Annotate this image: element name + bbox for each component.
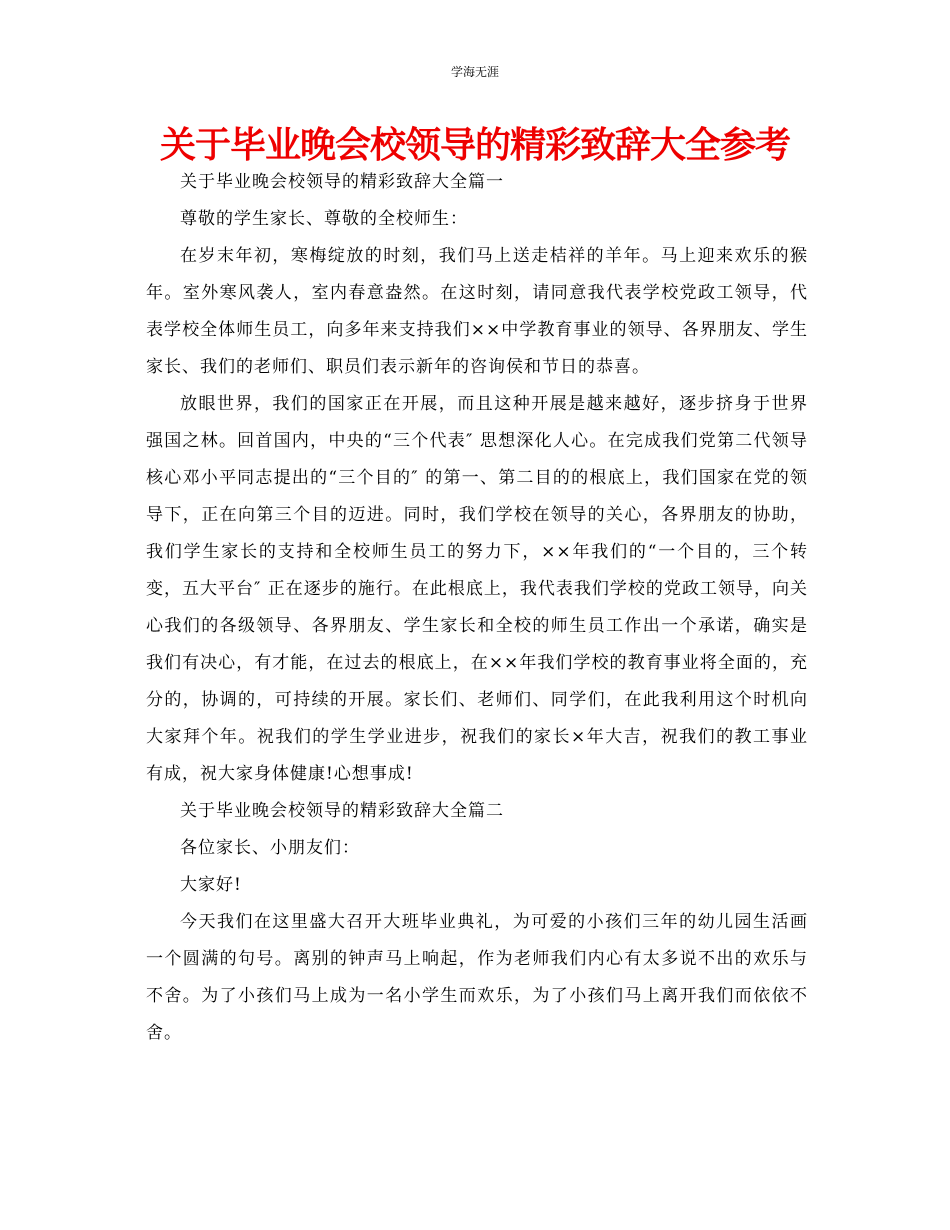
document-body: [146, 164, 808, 1052]
salutation-1: 尊敬的学生家长、尊敬的全校师生：: [180, 209, 468, 229]
salutation-2: 各位家长、小朋友们：: [180, 838, 360, 858]
paragraph: 放眼世界，我们的国家正在开展，而且这种开展是越来越好，逐步挤身于世界强国之林。回首国内，中央的“三个代表″ 思想深化人心。在完成我们党第二代领导核心邓小平同志提出的“三个目的″ 的第一、第二目的的根底上，我们国家在党的领导下，正在向第三个目的迈进。同时，我们学校在领导的关心，各界朋友的协助，我们学生家长的支持和全校师生员工的努力下，××年我们的“一个目的，三个转变，五大平台″ 正在逐步的施行。在此根底上，我代表我们学校的党政工领导，向关心我们的各级领导、各界朋友、学生家长和全校的师生员工作出一个承诺，确实是我们有决心，有才能，在过去的根底上，在××年我们学校的教育事业将全面的，充分的，协调的，可持续的开展。家长们、老师们、同学们，在此我利用这个时机向大家拜个年。祝我们的学生学业进步，祝我们的家长×年大吉，祝我们的教工事业有成，祝大家身体健康!心想事成!: [146, 394, 808, 784]
section-heading-2: 关于毕业晚会校领导的精彩致辞大全篇二: [180, 801, 504, 821]
greeting: 大家好!: [180, 875, 242, 895]
paragraph: 在岁末年初，寒梅绽放的时刻，我们马上送走桔祥的羊年。马上迎来欢乐的猴年。室外寒风袭人，室内春意盎然。在这时刻，请同意我代表学校党政工领导，代表学校全体师生员工，向多年来支持我们××中学教育事业的领导、各界朋友、学生家长、我们的老师们、职员们表示新年的咨询侯和节日的恭喜。: [146, 246, 808, 377]
page-header-note: 学海无涯: [450, 65, 499, 79]
paragraph: 今天我们在这里盛大召开大班毕业典礼，为可爱的小孩们三年的幼儿园生活画一个圆满的句号。离别的钟声马上响起，作为老师我们内心有太多说不出的欢乐与不舍。为了小孩们马上成为一名小学生而欢乐，为了小孩们马上离开我们而依依不舍。: [146, 912, 808, 1043]
document-title: 关于毕业晚会校领导的精彩致辞大全参考: [159, 125, 790, 166]
section-heading-1: 关于毕业晚会校领导的精彩致辞大全篇一: [180, 172, 504, 192]
